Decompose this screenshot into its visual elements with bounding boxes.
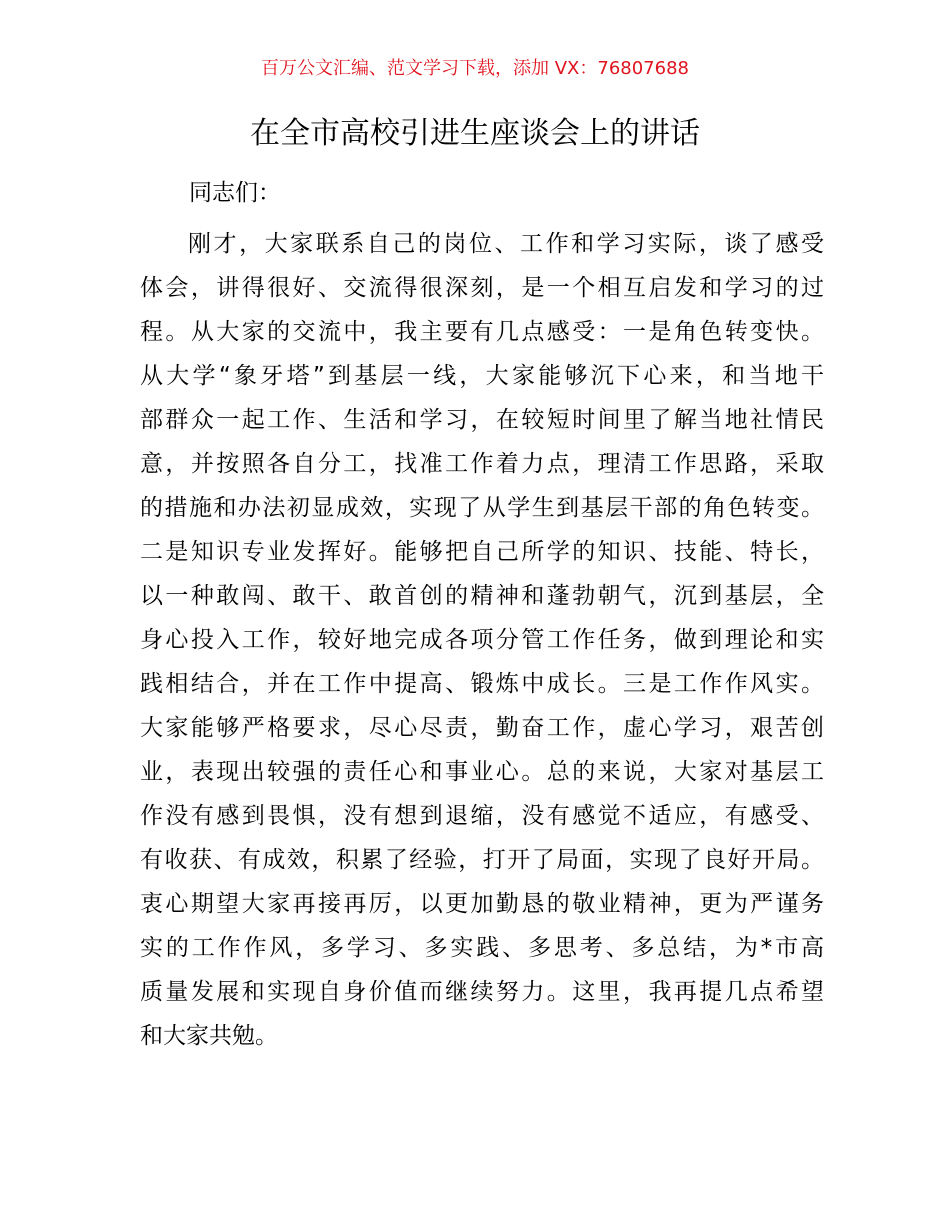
paragraph-line: 以一种敢闯、敢干、敢首创的精神和蓬勃朝气，沉到基层，全 bbox=[140, 583, 824, 609]
paragraph-line: 部群众一起工作、生活和学习，在较短时间里了解当地社情民 bbox=[140, 407, 824, 433]
watermark-header: 百万公文汇编、范文学习下载，添加 VX：76807688 bbox=[261, 58, 689, 79]
paragraph-line: 作没有感到畏惧，没有想到退缩，没有感觉不适应，有感受、 bbox=[140, 803, 824, 829]
body-paragraph bbox=[140, 222, 824, 1058]
paragraph-line: 的措施和办法初显成效，实现了从学生到基层干部的角色转变。 bbox=[140, 495, 824, 521]
paragraph-line: 和大家共勉。 bbox=[140, 1023, 278, 1049]
salutation: 同志们： bbox=[189, 180, 281, 206]
paragraph-line: 质量发展和实现自身价值而继续努力。这里，我再提几点希望 bbox=[140, 979, 824, 1005]
paragraph-line: 业，表现出较强的责任心和事业心。总的来说，大家对基层工 bbox=[140, 759, 824, 785]
paragraph-line: 二是知识专业发挥好。能够把自己所学的知识、技能、特长， bbox=[140, 539, 824, 565]
paragraph-line: 衷心期望大家再接再厉，以更加勤恳的敬业精神，更为严谨务 bbox=[140, 891, 824, 917]
paragraph-line: 意，并按照各自分工，找准工作着力点，理清工作思路，采取 bbox=[140, 451, 824, 477]
paragraph-line: 实的工作作风，多学习、多实践、多思考、多总结，为*市高 bbox=[140, 935, 824, 961]
paragraph-line: 体会，讲得很好、交流得很深刻，是一个相互启发和学习的过 bbox=[140, 275, 824, 301]
paragraph-line: 刚才，大家联系自己的岗位、工作和学习实际，谈了感受 bbox=[188, 231, 824, 257]
document-title: 在全市高校引进生座谈会上的讲话 bbox=[250, 116, 700, 151]
paragraph-line: 身心投入工作，较好地完成各项分管工作任务，做到理论和实 bbox=[140, 627, 824, 653]
paragraph-line: 践相结合，并在工作中提高、锻炼中成长。三是工作作风实。 bbox=[140, 671, 824, 697]
paragraph-line: 有收获、有成效，积累了经验，打开了局面，实现了良好开局。 bbox=[140, 847, 824, 873]
paragraph-line: 程。从大家的交流中，我主要有几点感受：一是角色转变快。 bbox=[140, 319, 824, 345]
paragraph-line: 大家能够严格要求，尽心尽责，勤奋工作，虚心学习，艰苦创 bbox=[140, 715, 824, 741]
paragraph-line: 从大学“象牙塔”到基层一线，大家能够沉下心来，和当地干 bbox=[140, 363, 824, 389]
